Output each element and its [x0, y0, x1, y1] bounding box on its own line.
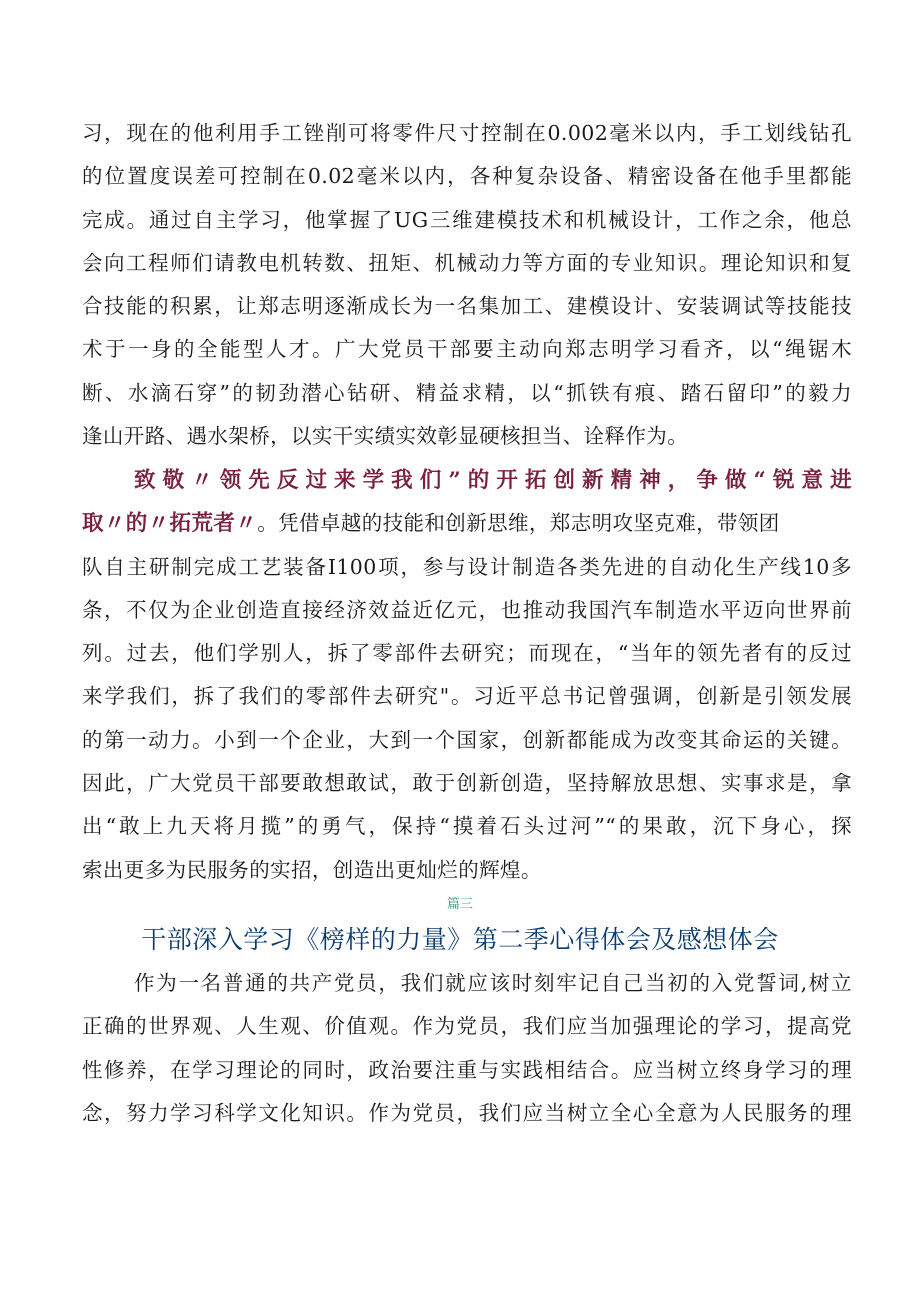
text-line: 逢山开路、遇水架桥，以实干实绩实效彰显硬核担当、诠释作为。 — [82, 424, 689, 449]
section-heading-part2: 取〃的〃拓荒者〃 — [82, 511, 258, 537]
text-line: 术于一身的全能型人才。广大党员干部要主动向郑志明学习看齐，以“绳锯木 — [82, 337, 852, 362]
text-line: 条，不仅为企业创造直接经济效益近亿元，也推动我国汽车制造水平迈向世界前 — [82, 597, 852, 622]
text-line: 列。过去，他们学别人，拆了零部件去研究；而现在，“当年的领先者有的反过 — [82, 641, 852, 666]
paragraph-innovation-spirit — [82, 459, 852, 892]
text-line: 出“敢上九天将月揽”的勇气，保持“摸着石头过河”“的果敢，沉下身心，探 — [82, 814, 852, 839]
text-line: 的位置度误差可控制在0.02毫米以内，各种复杂设备、精密设备在他手里都能 — [82, 164, 852, 189]
text-line: 正确的世界观、人生观、价值观。作为党员，我们应当加强理论的学习，提高党 — [82, 1014, 852, 1039]
paragraph-party-member-duty — [82, 962, 852, 1135]
text-line: 作为一名普通的共产党员，我们就应该时刻牢记自己当初的入党誓词,树立 — [134, 971, 852, 995]
text-line: 合技能的积累，让郑志明逐渐成长为一名集加工、建模设计、安装调试等技能技 — [82, 294, 852, 319]
text-line — [82, 502, 852, 545]
text-line: 队自主研制完成工艺装备I100项，参与设计制造各类先进的自动化生产线10多 — [82, 554, 852, 579]
text-line — [82, 459, 852, 502]
document-title: 干部深入学习《榜样的力量》第二季心得体会及感想体会 — [141, 925, 779, 954]
text-line: 来学我们，拆了我们的零部件去研究"。习近平总书记曾强调，创新是引领发展 — [82, 684, 852, 709]
text-line: 习，现在的他利用手工锉削可将零件尺寸控制在0.002毫米以内，手工划线钻孔 — [82, 121, 852, 145]
text-line: 性修养，在学习理论的同时，政治要注重与实践相结合。应当树立终身学习的理 — [82, 1057, 852, 1082]
text-line: 完成。通过自主学习，他掌握了UG三维建模技术和机械设计，工作之余，他总 — [82, 207, 852, 232]
text-line: 断、水滴石穿”的韧劲潜心钻研、精益求精，以“抓铁有痕、踏石留印”的毅力 — [82, 380, 852, 405]
text-run: 。凭借卓越的技能和创新思维，郑志明攻坚克难，带领团 — [257, 511, 780, 536]
text-line: 会向工程师们请教电机转数、扭矩、机械动力等方面的专业知识。理论知识和复 — [82, 250, 852, 275]
text-line: 的第一动力。小到一个企业，大到一个国家，创新都能成为改变其命运的关键。 — [82, 727, 852, 752]
text-line: 念，努力学习科学文化知识。作为党员，我们应当树立全心全意为人民服务的理 — [82, 1100, 852, 1125]
section-heading-part1: 致敬〃领先反过来学我们”的开拓创新精神，争做“锐意进 — [134, 468, 852, 493]
paragraph-zheng-zhiming-skills — [82, 112, 852, 458]
text-line: 因此，广大党员干部要敢想敢试，敢于创新创造，坚持解放思想、实事求是，拿 — [82, 771, 852, 796]
text-line: 索出更多为民服务的实招，创造出更灿烂的辉煌。 — [82, 857, 542, 882]
section-label: 篇三 — [446, 897, 473, 912]
